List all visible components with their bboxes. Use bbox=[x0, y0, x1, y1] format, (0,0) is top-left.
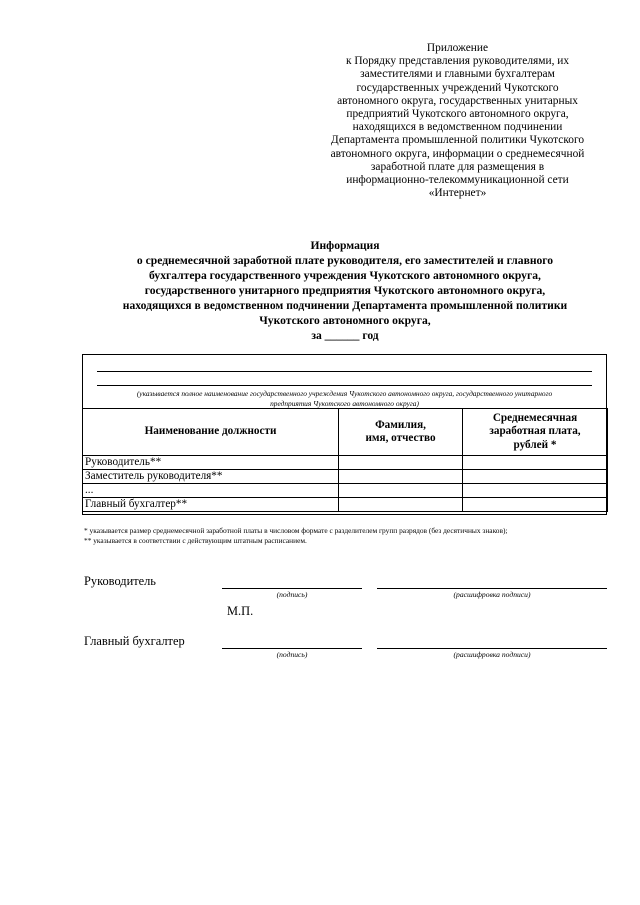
appendix-line: Департамента промышленной политики Чукотского bbox=[330, 134, 585, 147]
full-name-cell[interactable] bbox=[339, 498, 463, 512]
organization-name-hint bbox=[91, 389, 598, 408]
form-frame bbox=[82, 354, 607, 515]
signature-caption: (подпись) bbox=[276, 590, 308, 599]
full-name-cell[interactable] bbox=[339, 470, 463, 484]
table-row bbox=[83, 470, 608, 484]
title-line: государственного унитарного предприятия Чукотского автономного округа, bbox=[144, 284, 546, 297]
appendix-line: предприятий Чукотского автономного округа, bbox=[346, 108, 569, 121]
header-line: рублей * bbox=[513, 438, 557, 451]
chief-accountant-decoding-line[interactable] bbox=[377, 648, 607, 649]
appendix-header bbox=[305, 42, 610, 200]
position-cell: Заместитель руководителя** bbox=[83, 470, 339, 484]
decoding-caption: (расшифровка подписи) bbox=[453, 590, 531, 599]
full-name-cell[interactable] bbox=[339, 484, 463, 498]
salary-cell[interactable] bbox=[463, 470, 608, 484]
hint-line: (указывается полное наименование государственного учреждения Чукотского автономного округа, государственного унитарного bbox=[136, 389, 553, 398]
footnotes bbox=[84, 526, 507, 546]
title-line: Чукотского автономного округа, bbox=[259, 314, 431, 327]
organization-name-line[interactable] bbox=[97, 371, 592, 372]
column-header-position: Наименование должности bbox=[83, 409, 339, 456]
salary-table bbox=[82, 408, 608, 512]
header-line: заработная плата, bbox=[489, 425, 581, 438]
appendix-line: «Интернет» bbox=[428, 187, 487, 200]
head-decoding-line[interactable] bbox=[377, 588, 607, 589]
footnote: ** указывается в соответствии с действующим штатным расписанием. bbox=[84, 536, 307, 545]
header-line: Фамилия, bbox=[375, 418, 426, 431]
title-line: находящихся в ведомственном подчинении Департамента промышленной политики bbox=[122, 299, 568, 312]
appendix-line: к Порядку представления руководителями, их bbox=[345, 55, 570, 68]
appendix-line: заработной плате для размещения в bbox=[370, 160, 545, 173]
table-row bbox=[83, 456, 608, 470]
column-header-full-name bbox=[339, 409, 463, 456]
head-signature-line[interactable] bbox=[222, 588, 362, 589]
appendix-line: автономного округа, государственных унитарных bbox=[337, 94, 578, 107]
header-line: имя, отчество bbox=[365, 432, 436, 444]
signature-caption: (подпись) bbox=[276, 650, 308, 659]
appendix-line: автономного округа, информации о среднемесячной bbox=[330, 147, 585, 160]
title-line: бухгалтера государственного учреждения Чукотского автономного округа, bbox=[149, 269, 541, 282]
hint-line: предприятия Чукотского автономного округа) bbox=[270, 398, 419, 408]
chief-accountant-signature-line[interactable] bbox=[222, 648, 362, 649]
title-period: за ______ год bbox=[311, 329, 379, 342]
title-heading: Информация bbox=[310, 239, 380, 252]
appendix-line: информационно-телекоммуникационной сети bbox=[346, 174, 569, 187]
table-header-row bbox=[83, 409, 608, 456]
position-cell: Руководитель** bbox=[83, 456, 339, 470]
document-title bbox=[80, 238, 610, 343]
organization-name-line[interactable] bbox=[97, 385, 592, 386]
head-signature-label: Руководитель bbox=[84, 574, 156, 588]
table-row bbox=[83, 498, 608, 512]
appendix-line: заместителями и главными бухгалтерам bbox=[360, 68, 555, 81]
appendix-line: находящихся в ведомственном подчинении bbox=[352, 121, 563, 134]
salary-cell[interactable] bbox=[463, 498, 608, 512]
position-cell: Главный бухгалтер** bbox=[83, 498, 339, 512]
appendix-line: Приложение bbox=[426, 42, 489, 54]
salary-cell[interactable] bbox=[463, 484, 608, 498]
table-row bbox=[83, 484, 608, 498]
header-line: Среднемесячная bbox=[492, 411, 578, 424]
decoding-caption: (расшифровка подписи) bbox=[453, 650, 531, 659]
position-cell: ... bbox=[83, 484, 339, 498]
seal-placeholder: М.П. bbox=[227, 604, 254, 618]
title-line: о среднемесячной заработной плате руководителя, его заместителей и главного bbox=[136, 254, 554, 267]
appendix-line: государственных учреждений Чукотского bbox=[356, 81, 559, 94]
salary-cell[interactable] bbox=[463, 456, 608, 470]
chief-accountant-signature-label: Главный бухгалтер bbox=[84, 634, 185, 648]
column-header-salary bbox=[463, 409, 608, 456]
footnote: * указывается размер среднемесячной заработной платы в числовом формате с разделителем групп разрядов (без десятичных знаков); bbox=[84, 526, 508, 535]
full-name-cell[interactable] bbox=[339, 456, 463, 470]
